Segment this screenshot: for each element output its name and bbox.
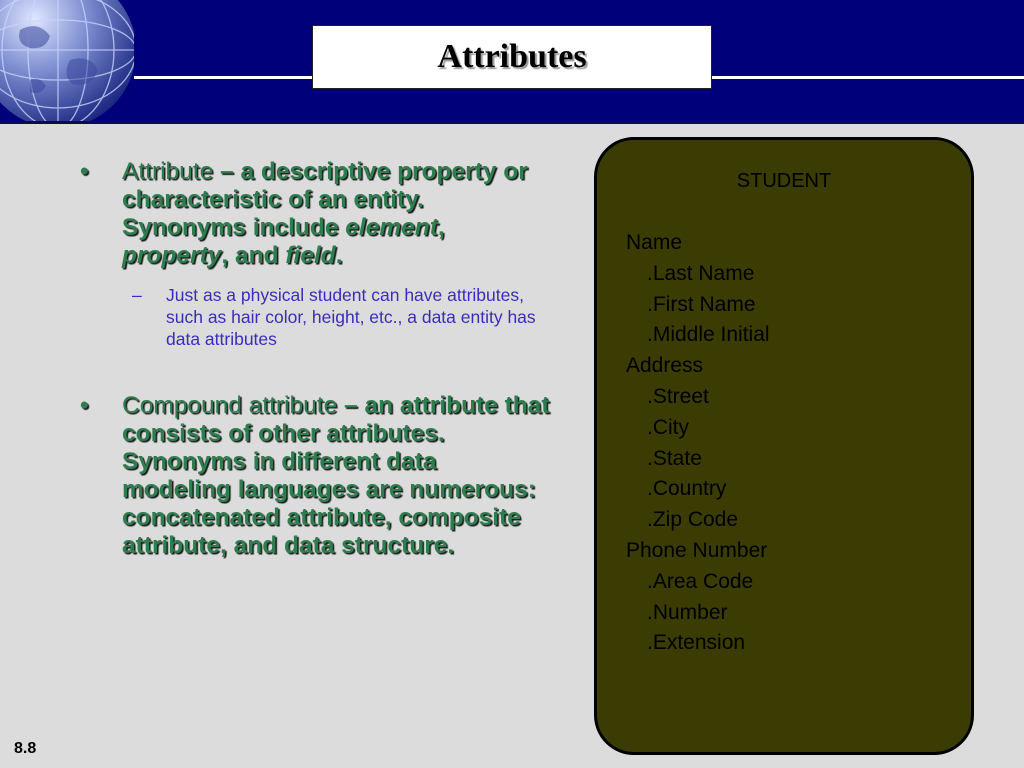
synonym-field: field — [285, 242, 336, 269]
bullet-text — [122, 158, 550, 270]
entity-attribute: Name — [626, 231, 683, 254]
synonym-element: element — [345, 214, 438, 241]
entity-attribute: Address — [626, 354, 704, 378]
slide-header — [0, 0, 1024, 124]
sub-bullet-text: Just as a physical student can have attributes, such as hair color, height, etc., a data entity has data attributes — [166, 285, 536, 349]
page-title: Attributes — [437, 38, 587, 75]
bullet-definition: – an attribute that consists of other attributes. Synonyms in different data modeling languages are numerous: concatenated attribute, composite attribute, and data structure. — [122, 392, 550, 559]
bullet-list — [80, 158, 550, 560]
bullet-sep: , — [437, 214, 445, 241]
bullet-marker: • — [80, 392, 89, 419]
entity-sub-attribute: .Zip Code — [647, 508, 739, 532]
entity-attribute: Phone Number — [626, 538, 768, 562]
bullet-text — [122, 392, 550, 560]
sub-bullet-marker: – — [132, 285, 142, 305]
entity-sub-attribute: .Area Code — [647, 569, 754, 593]
entity-sub-attribute: .Middle Initial — [647, 323, 770, 347]
bullet-sep: , and — [221, 242, 286, 269]
slide-number: 8.8 — [14, 740, 37, 757]
entity-sub-attribute: .State — [647, 446, 702, 470]
sub-bullet — [132, 284, 550, 350]
synonym-property: property — [122, 242, 222, 269]
entity-sub-attribute: .Street — [647, 384, 709, 408]
entity-sub-attribute: .First Name — [647, 292, 756, 316]
entity-sub-attribute: .Country — [647, 477, 727, 501]
bullet-marker: • — [80, 158, 89, 185]
entity-sub-attribute: .Extension — [647, 631, 746, 655]
title-box — [312, 25, 712, 89]
entity-sub-attribute: .City — [647, 415, 689, 439]
header-bottom-rule — [0, 121, 1024, 124]
bullet-term: Compound attribute — [122, 392, 338, 419]
bullet-definition: – a descriptive property or characteristic of an entity. Synonyms include — [122, 158, 528, 241]
entity-sub-attribute: .Last Name — [647, 261, 755, 285]
entity-title: STUDENT — [736, 170, 832, 192]
bullet-end: . — [335, 242, 343, 269]
bullet-term: Attribute — [122, 158, 214, 185]
entity-sub-attribute: .Number — [647, 600, 728, 624]
entity-panel — [594, 137, 974, 755]
bullet-attribute — [80, 158, 550, 270]
entity-attribute-list — [626, 228, 770, 659]
bullet-compound-attribute — [80, 392, 550, 560]
globe-icon — [0, 0, 134, 124]
